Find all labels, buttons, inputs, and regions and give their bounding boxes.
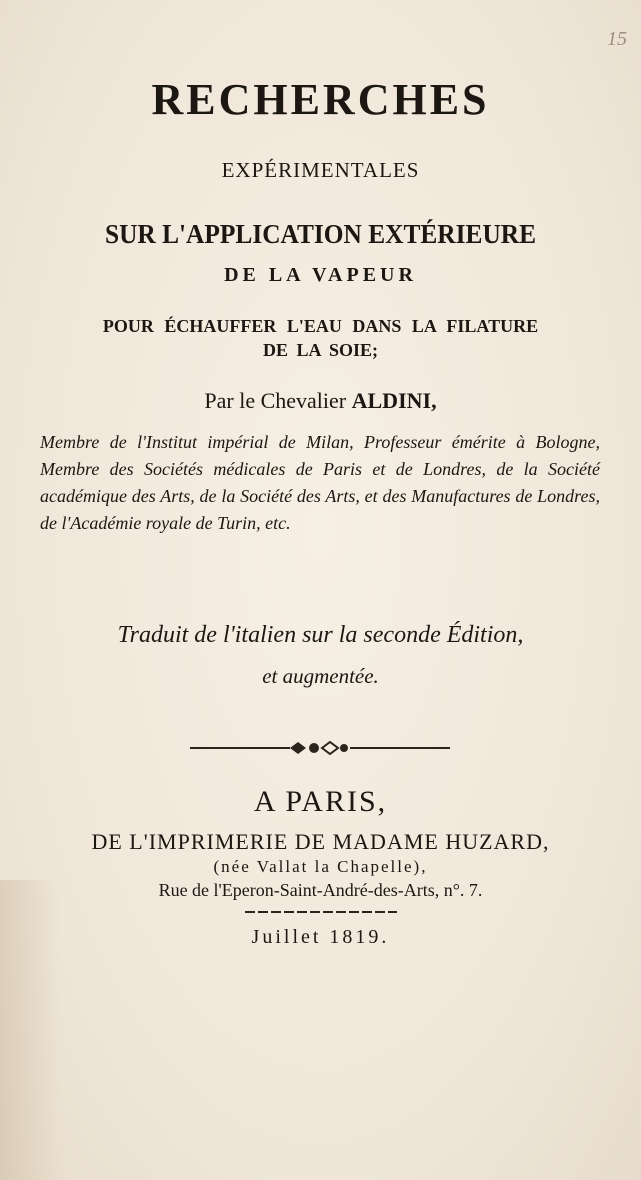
ornament-divider [190,738,450,758]
title-line-6: DE LA SOIE; [262,340,379,360]
small-rule-divider [245,908,397,916]
author-name: ALDINI, [351,388,437,413]
title-line-4: DE LA VAPEUR [224,264,417,286]
publication-date: Juillet 1819. [251,926,390,948]
title-line-5: POUR ÉCHAUFFER L'EAU DANS LA FILATURE [102,316,539,336]
translation-line-2: et augmentée. [262,664,379,688]
author-credentials: Membre de l'Institut impérial de Milan, Professeur émérite à Bologne, Membre des Sociétés médicales de Paris et de Londres, de la Société académique des Arts, de la Société des Arts, et des Manufactures de Londres, de l'Académie royale de Turin, etc. [40,432,600,533]
title-line-2: EXPÉRIMENTALES [221,158,420,182]
imprint-address: Rue de l'Eperon-Saint-André-des-Arts, n°. 7. [158,880,483,900]
imprint-city: A PARIS, [253,785,388,818]
paper-stain [0,880,60,1180]
imprint-nee: (née Vallat la Chapelle), [213,857,428,876]
title-line-3: SUR L'APPLICATION EXTÉRIEURE [104,219,537,249]
title-line-1: RECHERCHES [151,75,490,124]
author-line [0,388,641,414]
translation-line-1: Traduit de l'italien sur la seconde Édition, [117,622,524,648]
author-prefix: Par le Chevalier [204,388,347,413]
corner-pencil-mark: 15 [607,28,627,50]
imprint-printer: DE L'IMPRIMERIE DE MADAME HUZARD, [91,829,550,854]
